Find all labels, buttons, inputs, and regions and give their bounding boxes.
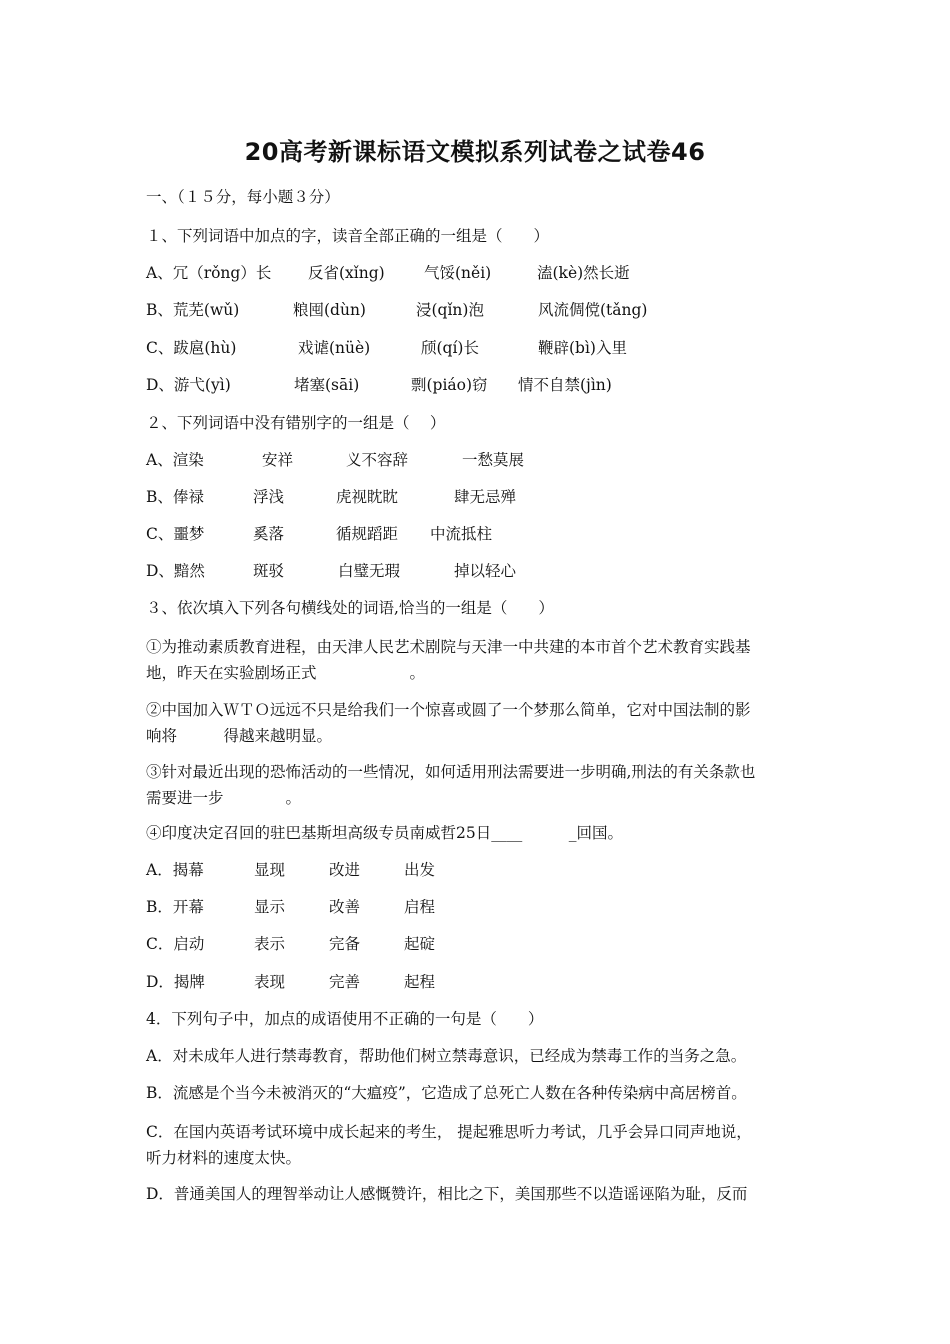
option-item: 显示 — [254, 898, 286, 916]
q2-option-a — [146, 449, 826, 471]
section-heading: 一、（１５分，每小题３分） — [146, 188, 340, 206]
option-item: 剽(piáo)窃 — [411, 376, 488, 394]
q3-sentence-4: ④印度决定召回的驻巴基斯坦高级专员南威哲25日____ _回国。 — [146, 824, 623, 842]
option-item: C、跋扈(hù) — [146, 339, 237, 357]
option-item: A、渲染 — [146, 451, 204, 469]
sentence-line: 地，昨天在实验剧场正式 。 — [146, 664, 426, 682]
option-item: 堵塞(sāi) — [294, 376, 360, 394]
option-item: 情不自禁(jìn) — [518, 376, 612, 394]
option-item: D、游弋(yì) — [146, 376, 231, 394]
sentence-line: ③针对最近出现的恐怖活动的一些情况，如何适用刑法需要进一步明确,刑法的有关条款也 — [146, 763, 756, 781]
q3-sentence-1 — [146, 634, 811, 686]
option-item: 表现 — [254, 973, 286, 991]
q3-sentence-3 — [146, 759, 811, 811]
option-item: 虎视眈眈 — [336, 488, 399, 506]
option-item: B．开幕 — [146, 898, 204, 916]
q4-option-d: D．普通美国人的理智举动让人感慨赞许，相比之下，美国那些不以造谣诬陷为耻，反而 — [146, 1185, 748, 1203]
option-line: C．在国内英语考试环境中成长起来的考生， 提起雅思听力考试，几乎会异口同声地说， — [146, 1123, 752, 1141]
page-title: 20高考新课标语文模拟系列试卷之试卷46 — [244, 138, 706, 166]
option-line: 听力材料的速度太快。 — [146, 1149, 302, 1167]
option-item: 斑驳 — [253, 562, 285, 580]
sentence-line: 需要进一步 。 — [146, 789, 302, 807]
option-item: 反省(xǐng) — [308, 264, 385, 282]
option-item: D．揭牌 — [146, 973, 205, 991]
option-item: 改进 — [329, 861, 361, 879]
option-item: 颀(qí)长 — [421, 339, 479, 357]
option-item: 循规蹈距 — [336, 525, 399, 543]
q2-option-c — [146, 523, 826, 545]
option-item: A、冗（rǒng）长 — [146, 264, 272, 282]
option-item: B、俸禄 — [146, 488, 204, 506]
question-2-stem: ２、下列词语中没有错别字的一组是（ ） — [146, 414, 446, 432]
option-item: 浮浅 — [253, 488, 285, 506]
option-item: 掉以轻心 — [454, 562, 517, 580]
sentence-line: ①为推动素质教育进程，由天津人民艺术剧院与天津一中共建的本市首个艺术教育实践基 — [146, 638, 751, 656]
option-item: 溘(kè)然长逝 — [537, 264, 630, 282]
option-item: 改善 — [329, 898, 361, 916]
q2-option-d — [146, 560, 826, 582]
option-item: 安祥 — [262, 451, 294, 469]
option-item: 浸(qǐn)泡 — [416, 301, 484, 319]
q3-option-d — [146, 971, 826, 993]
option-item: 起碇 — [404, 935, 436, 953]
q3-option-a — [146, 859, 826, 881]
q3-option-c — [146, 933, 826, 955]
q4-option-c — [146, 1119, 811, 1171]
q4-option-b: B．流感是个当今未被消灭的“大瘟疫”，它造成了总死亡人数在各种传染病中高居榜首。 — [146, 1084, 747, 1102]
q4-option-a: A．对未成年人进行禁毒教育，帮助他们树立禁毒意识，已经成为禁毒工作的当务之急。 — [146, 1047, 747, 1065]
sentence-line: ②中国加入ＷＴＯ远远不只是给我们一个惊喜或圆了一个梦那么简单，它对中国法制的影 — [146, 701, 751, 719]
option-item: 鞭辟(bì)入里 — [538, 339, 627, 357]
option-item: 粮囤(dùn) — [293, 301, 366, 319]
option-item: C．启动 — [146, 935, 205, 953]
option-item: 完善 — [329, 973, 361, 991]
q3-sentence-2 — [146, 697, 811, 749]
q1-option-a — [146, 262, 826, 284]
q2-option-b — [146, 486, 826, 508]
q3-option-b — [146, 896, 826, 918]
option-item: 风流倜傥(tǎng) — [538, 301, 648, 319]
option-item: 白璧无瑕 — [338, 562, 401, 580]
option-item: 表示 — [254, 935, 286, 953]
option-item: 中流抵柱 — [430, 525, 493, 543]
option-item: 完备 — [329, 935, 361, 953]
sentence-line: 响将 得越来越明显。 — [146, 727, 333, 745]
question-4-stem: 4．下列句子中，加点的成语使用不正确的一句是（ ） — [146, 1010, 544, 1028]
option-item: 显现 — [254, 861, 286, 879]
option-item: 戏谑(nüè) — [298, 339, 371, 357]
option-item: 奚落 — [253, 525, 285, 543]
option-item: 起程 — [404, 973, 436, 991]
question-1-stem: １、下列词语中加点的字，读音全部正确的一组是（ ） — [146, 227, 550, 245]
q1-option-d — [146, 374, 826, 396]
option-item: 气馁(něi) — [424, 264, 492, 282]
q1-option-b — [146, 299, 826, 321]
option-item: 启程 — [404, 898, 436, 916]
option-item: 一愁莫展 — [462, 451, 525, 469]
option-item: B、荒芜(wǔ) — [146, 301, 240, 319]
question-3-stem: ３、依次填入下列各句横线处的词语,恰当的一组是（ ） — [146, 599, 554, 617]
option-item: 出发 — [404, 861, 436, 879]
q1-option-c — [146, 337, 826, 359]
option-item: A．揭幕 — [146, 861, 204, 879]
option-item: D、黯然 — [146, 562, 205, 580]
option-item: C、噩梦 — [146, 525, 205, 543]
option-item: 义不容辞 — [346, 451, 409, 469]
option-item: 肆无忌殚 — [454, 488, 517, 506]
